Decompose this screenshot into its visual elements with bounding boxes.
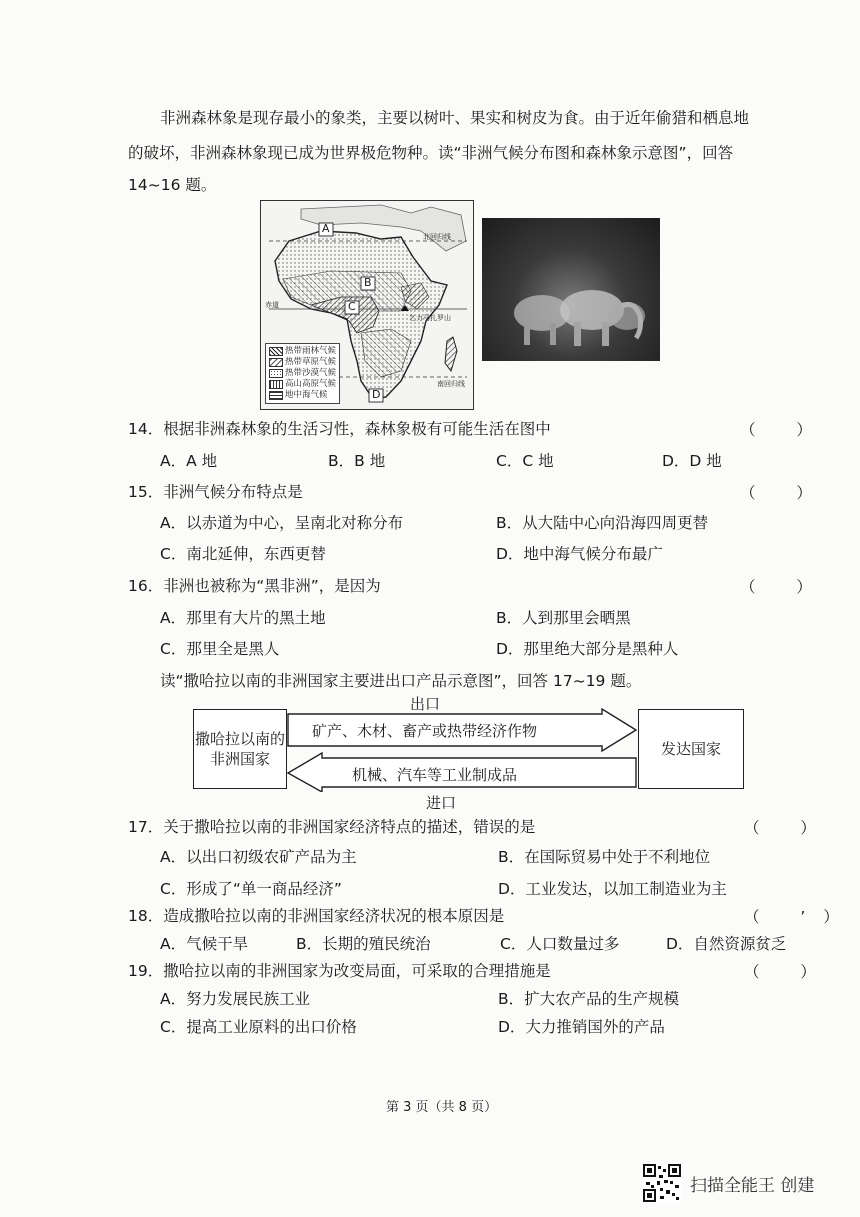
legend-item: 高山高原气候 <box>269 379 336 390</box>
qr-code-icon <box>642 1163 682 1203</box>
intro-line-3: 14~16 题。 <box>128 176 217 194</box>
q15-option-c[interactable]: C．南北延伸，东西更替 <box>160 545 326 563</box>
map-tropic-of-capricorn: 南回归线 <box>437 380 465 388</box>
q14-option-a[interactable]: A．A 地 <box>160 452 218 470</box>
forest-elephant-photo <box>482 218 660 361</box>
map-equator: 赤道 <box>265 301 279 309</box>
map-legend <box>265 343 340 404</box>
elephant-silhouette <box>482 218 660 361</box>
q19-stem: 19．撒哈拉以南的非洲国家为改变局面，可采取的合理措施是 <box>128 962 551 980</box>
q15-answer-paren[interactable]: （ ） <box>740 484 830 502</box>
q18-option-b[interactable]: B．长期的殖民统治 <box>296 935 431 953</box>
q16-stem: 16．非洲也被称为“黑非洲”，是因为 <box>128 577 381 595</box>
q17-option-c[interactable]: C．形成了“单一商品经济” <box>160 880 342 898</box>
legend-item: 热带草原气候 <box>269 357 336 368</box>
q19-option-c[interactable]: C．提高工业原料的出口价格 <box>160 1018 357 1036</box>
q14-stem: 14．根据非洲森林象的生活习性，森林象极有可能生活在图中 <box>128 420 551 438</box>
map-label-b: B <box>364 276 372 289</box>
q19-option-b[interactable]: B．扩大农产品的生产规模 <box>498 990 680 1008</box>
legend-item: 热带雨林气候 <box>269 346 336 357</box>
q15-stem: 15．非洲气候分布特点是 <box>128 483 303 501</box>
q17-stem: 17．关于撒哈拉以南的非洲国家经济特点的描述，错误的是 <box>128 818 536 836</box>
q16-answer-paren[interactable]: （ ） <box>740 578 830 596</box>
intro-line-1: 非洲森林象是现存最小的象类，主要以树叶、果实和树皮为食。由于近年偷猎和栖息地 <box>160 109 750 127</box>
q17-option-a[interactable]: A．以出口初级农矿产品为主 <box>160 848 357 866</box>
flow-export-goods: 矿产、木材、畜产或热带经济作物 <box>312 722 538 740</box>
flow-export-label: 出口 <box>410 695 441 713</box>
q18-stem: 18．造成撒哈拉以南的非洲国家经济状况的根本原因是 <box>128 907 505 925</box>
q17-option-b[interactable]: B．在国际贸易中处于不利地位 <box>498 848 711 866</box>
q14-option-d[interactable]: D．D 地 <box>662 452 722 470</box>
q18-option-d[interactable]: D．自然资源贫乏 <box>666 935 787 953</box>
q15-option-a[interactable]: A．以赤道为中心，呈南北对称分布 <box>160 514 404 532</box>
q16-option-a[interactable]: A．那里有大片的黑土地 <box>160 609 326 627</box>
q15-option-d[interactable]: D．地中海气候分布最广 <box>496 545 663 563</box>
q14-option-b[interactable]: B．B 地 <box>328 452 386 470</box>
legend-item: 热带沙漠气候 <box>269 368 336 379</box>
africa-climate-map <box>260 200 474 410</box>
q18-option-a[interactable]: A．气候干旱 <box>160 935 249 953</box>
read-instruction-17-19: 读“撒哈拉以南的非洲国家主要进出口产品示意图”，回答 17~19 题。 <box>160 672 642 690</box>
flow-left-box: 撒哈拉以南的非洲国家 <box>193 709 287 789</box>
map-label-d: D <box>372 388 381 401</box>
map-mountain-label: 乞力马扎罗山 <box>409 314 451 322</box>
q19-answer-paren[interactable]: （ ） <box>744 963 834 981</box>
q16-option-c[interactable]: C．那里全是黑人 <box>160 640 280 658</box>
q14-answer-paren[interactable]: （ ） <box>740 421 830 439</box>
scanner-brand-text: 扫描全能王 创建 <box>690 1176 815 1196</box>
map-tropic-of-cancer: 北回归线 <box>423 233 451 241</box>
q15-option-b[interactable]: B．从大陆中心向沿海四周更替 <box>496 514 709 532</box>
q19-option-a[interactable]: A．努力发展民族工业 <box>160 990 311 1008</box>
q17-answer-paren[interactable]: （ ） <box>744 819 834 837</box>
map-label-c: C <box>348 300 356 313</box>
map-label-a: A <box>322 222 330 235</box>
intro-line-2: 的破坏，非洲森林象现已成为世界极危物种。读“非洲气候分布图和森林象示意图”，回答 <box>128 144 734 162</box>
legend-item: 地中海气候 <box>269 390 336 401</box>
q16-option-b[interactable]: B．人到那里会晒黑 <box>496 609 631 627</box>
q16-option-d[interactable]: D．那里绝大部分是黑种人 <box>496 640 679 658</box>
q18-option-c[interactable]: C．人口数量过多 <box>500 935 620 953</box>
q14-option-c[interactable]: C．C 地 <box>496 452 554 470</box>
flow-import-goods: 机械、汽车等工业制成品 <box>352 766 518 784</box>
page-number: 第 3 页（共 8 页） <box>386 1100 498 1115</box>
flow-import-label: 进口 <box>426 794 457 812</box>
q18-answer-paren[interactable]: （ ’） <box>744 908 857 926</box>
q17-option-d[interactable]: D．工业发达，以加工制造业为主 <box>498 880 727 898</box>
q19-option-d[interactable]: D．大力推销国外的产品 <box>498 1018 665 1036</box>
flow-right-box: 发达国家 <box>638 709 744 789</box>
